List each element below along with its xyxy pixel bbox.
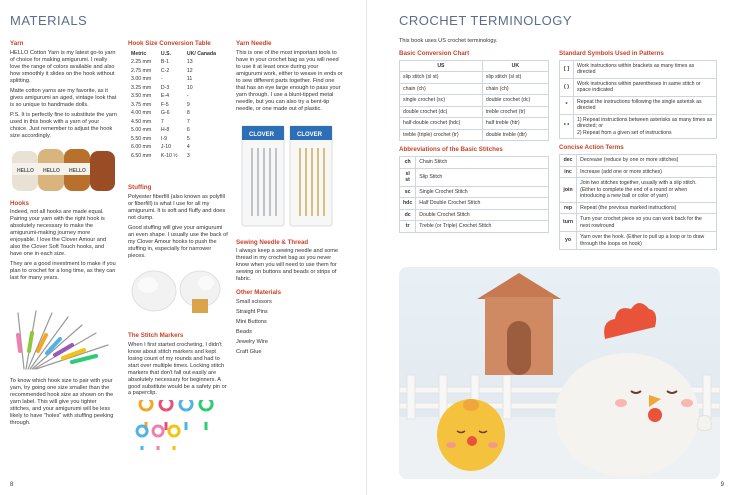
table-row	[560, 202, 717, 214]
list-item: Jewelry Wire	[236, 338, 269, 345]
stitch-markers-illustration	[128, 400, 228, 450]
markers-heading: The Stitch Markers	[128, 331, 184, 339]
table-row	[128, 135, 224, 144]
hook-size-table	[128, 50, 224, 161]
table-cell: [ ]	[560, 60, 574, 78]
symbols-table	[559, 60, 717, 140]
table-row	[128, 84, 224, 93]
table-cell: G-6	[160, 110, 170, 117]
table-row	[400, 106, 549, 118]
symbols-heading: Standard Symbols Used in Patterns	[559, 50, 664, 57]
list-item: Craft Glue	[236, 348, 262, 355]
hooks-heading: Hooks	[10, 199, 29, 207]
table-cell: D-3	[160, 84, 170, 91]
table-cell: 5	[186, 135, 190, 142]
table-row	[128, 101, 224, 110]
table-row	[128, 126, 224, 135]
table-cell: chain (ch)	[482, 83, 548, 95]
table-cell: treble (triple) crochet (tr)	[400, 129, 483, 141]
table-row	[560, 60, 717, 78]
table-cell: Treble (or Triple) Crochet Stitch	[416, 221, 549, 233]
table-cell: dc	[400, 209, 416, 221]
table-row	[400, 186, 549, 198]
table-cell: Repeat (the previous marked instructions)	[577, 202, 717, 214]
table-cell: * *	[560, 114, 574, 139]
yarn-p1: HELLO Cotton Yarn is my latest go-to yarn of choice for making amigurumi. I really love the range of colors available and also how smoothly it slides on the hook without splitting.	[10, 49, 116, 84]
table-cell: F-5	[160, 101, 169, 108]
stuffing-illustration	[128, 263, 228, 315]
table-cell: Increase (add one or more stitches)	[577, 166, 717, 178]
needle-pack-label-2: CLOVER	[297, 131, 323, 138]
table-cell: 5.00 mm	[131, 127, 152, 134]
table-row	[560, 232, 717, 250]
table-cell: 7	[186, 118, 190, 125]
table-cell: *	[560, 96, 574, 114]
table-cell: treble crochet (tr)	[482, 106, 548, 118]
amigurumi-photo	[399, 267, 720, 479]
terminology-title: CROCHET TERMINOLOGY	[399, 13, 572, 28]
table-cell: double treble (dtr)	[482, 129, 548, 141]
table-cell: -	[160, 76, 163, 83]
table-cell: C-2	[160, 67, 170, 74]
needle-p1: This is one of the most important tools to have in your crochet bag as you will need to use it at least once during your amigurumi work, either to weave in ends or to sew different parts together. Find one that has an eye large enough to pass your yarn through. I use a blunt-tipped metal needle, but you can also try a bent-tip needle, or one made out of plastic.	[236, 49, 343, 112]
yarn-needle-packs-illustration	[236, 120, 336, 230]
table-cell: 4	[186, 144, 190, 151]
table-cell: join	[560, 178, 577, 203]
page-number-left: 8	[10, 481, 14, 488]
table-cell: Join two stitches together, usually with a slip stitch. (Either to complete the end of a round or when introducing a new ball or color of yarn)	[577, 178, 717, 203]
table-cell: 1) Repeat instructions between asterisks as many times as directed; or 2) Repeat from a given set of instructions	[574, 114, 717, 139]
needle-pack-label-1: CLOVER	[249, 131, 275, 138]
table-row	[128, 75, 224, 84]
table-cell: 12	[186, 67, 193, 74]
table-cell: E-4	[160, 93, 169, 100]
table-cell: dec	[560, 155, 577, 167]
table-cell: 3.75 mm	[131, 101, 152, 108]
abbreviations-table	[399, 156, 549, 233]
crochet-hooks-illustration	[10, 285, 117, 373]
table-cell: 3	[186, 152, 190, 159]
table-cell: 2.75 mm	[131, 67, 152, 74]
markers-p1: When I first started crocheting, I didn't know about stitch markers and kept losing count of my rounds and had to start over multiple times. Locking stitch markers that don't fall out easily are absolutely necessary for beginners. A good substitute would be a safety pin or a paperclip.	[128, 341, 227, 397]
table-row	[400, 168, 549, 186]
table-cell: B-1	[160, 59, 169, 66]
table-row	[128, 118, 224, 127]
table-cell: 4.00 mm	[131, 110, 152, 117]
table-cell: 2.25 mm	[131, 59, 152, 66]
right-page	[367, 0, 734, 495]
table-row	[400, 118, 549, 130]
concise-terms-table	[559, 154, 717, 250]
table-row	[400, 198, 549, 210]
table-cell: slip stitch (sl st)	[482, 72, 548, 84]
table-cell: hdc	[400, 198, 416, 210]
skein-label-2: HELLO	[43, 167, 60, 174]
table-cell: half treble (htr)	[482, 118, 548, 130]
table-row	[560, 178, 717, 203]
table-cell: Double Crochet Stitch	[416, 209, 549, 221]
table-cell: Slip Stitch	[416, 168, 549, 186]
table-cell: Repeat the instructions following the single asterisk as directed	[574, 96, 717, 114]
table-cell: single crochet (sc)	[400, 95, 483, 107]
table-cell: Work instructions within parentheses in same stitch or space indicated	[574, 78, 717, 96]
skein-label-3: HELLO	[69, 167, 86, 174]
yarn-p3: P.S. It is perfectly fine to substitute the yarn used in this book with a yarn of your choice. Just remember to adjust the hook size accordingly.	[10, 111, 117, 139]
table-cell: 9	[186, 101, 190, 108]
skein-label-1: HELLO	[17, 167, 34, 174]
abbrev-heading: Abbreviations of the Basic Stitches	[399, 146, 503, 154]
table-row	[128, 67, 224, 76]
table-cell: turn	[560, 214, 577, 232]
yarn-heading: Yarn	[10, 40, 24, 47]
table-cell: -	[186, 93, 189, 100]
table-row	[400, 72, 549, 84]
table-cell: 3.00 mm	[131, 76, 152, 83]
table-cell: 6	[186, 127, 190, 134]
list-item: Small scissors	[236, 299, 272, 306]
concise-heading: Concise Action Terms	[559, 144, 624, 152]
table-cell: tr	[400, 221, 416, 233]
table-row	[128, 109, 224, 118]
list-item: Straight Pins	[236, 309, 268, 315]
column-1	[10, 40, 117, 430]
table-cell: 3.25 mm	[131, 84, 152, 91]
table-cell: Chain Stitch	[416, 157, 549, 169]
yarn-p2: Matte cotton yarns are my favorite, as it gives amigurumi an aged, vintage look that is so unique to handmade dolls.	[10, 87, 117, 108]
table-cell: Yarn over the hook. (Either to pull up a loop or to draw through the loops on hook)	[577, 232, 717, 250]
stuffing-p1: Polyester fiberfill (also known as polyfill or fiberfill) is what I use for all my amigurumi. It is soft and fluffy and does not clump.	[128, 194, 226, 221]
table-row	[400, 209, 549, 221]
basic-chart-heading: Basic Conversion Chart	[399, 50, 470, 57]
table-cell: K-10 ½	[160, 152, 178, 159]
table-row	[560, 114, 717, 139]
page-number-right: 9	[720, 481, 724, 488]
yarn-skeins-illustration	[10, 143, 117, 193]
table-row	[400, 221, 549, 233]
other-heading: Other Materials	[236, 289, 282, 297]
basic-conversion-table	[399, 60, 549, 142]
table-cell: Half Double Crochet Stitch	[416, 198, 549, 210]
table-cell: chain (ch)	[400, 83, 483, 95]
other-materials-list	[236, 299, 344, 356]
table-cell: 6.00 mm	[131, 144, 152, 151]
terminology-right-column	[559, 50, 719, 250]
table-cell: I-9	[160, 135, 167, 142]
table-row	[128, 143, 224, 152]
table-cell: J-10	[160, 144, 171, 151]
table-cell: 3.50 mm	[131, 93, 152, 100]
table-row	[560, 78, 717, 96]
table-cell: 8	[186, 110, 190, 117]
stuffing-p2: Good stuffing will give your amigurumi an even shape. I usually use the back of my Clover Amour hooks to push the stuffing in, especially for narrower pieces.	[128, 224, 228, 259]
table-cell: Work instructions within brackets as many times as directed	[574, 60, 717, 78]
table-cell: 6.50 mm	[131, 152, 152, 159]
list-item: Beads	[236, 328, 252, 335]
table-cell: rep	[560, 202, 577, 214]
table-row	[400, 95, 549, 107]
table-row	[128, 152, 224, 161]
terminology-left-column	[399, 50, 551, 233]
hooks-p2: They are a good investment to make if you plan to crochet for a long time, as they can last for many years.	[10, 261, 116, 282]
table-cell: H-8	[160, 127, 170, 134]
table-cell: yo	[560, 232, 577, 250]
list-item: Mini Buttons	[236, 318, 267, 325]
table-cell: Decrease (reduce by one or more stitches)	[577, 155, 717, 167]
table-row	[400, 129, 549, 141]
table-cell: 4.50 mm	[131, 118, 152, 125]
hook-col-uk: UK/ Canada	[186, 50, 216, 57]
table-cell: 10	[186, 84, 193, 91]
table-row	[560, 96, 717, 114]
table-row	[400, 83, 549, 95]
table-cell: Turn your crochet piece so you can work back for the next row/round	[577, 214, 717, 232]
stuffing-heading: Stuffing	[128, 184, 152, 192]
hook-col-metric: Metric	[131, 50, 147, 57]
table-row	[560, 214, 717, 232]
table-row	[128, 92, 224, 101]
sewing-p1: I always keep a sewing needle and some thread in my crochet bag as you never know when you will need to use them for sewing on buttons and beads or strips of fabric.	[236, 248, 338, 283]
table-cell: slip stitch (sl st)	[400, 72, 483, 84]
hooks-p3: To know which hook size to pair with your yarn, try going one size smaller than the recommended hook size as shown on the yarn label. This will give you tighter stitches, and your amigurumi will be less likely to have "holes" with stuffing peeking through.	[10, 378, 114, 427]
hook-table-heading: Hook Size Conversion Table	[128, 40, 211, 47]
table-cell: sl st	[400, 168, 416, 186]
materials-title: MATERIALS	[10, 13, 88, 28]
table-row	[560, 166, 717, 178]
table-cell: inc	[560, 166, 577, 178]
table-cell: half-double crochet (hdc)	[400, 118, 483, 130]
terminology-intro: This book uses US crochet terminology.	[399, 38, 498, 44]
table-cell: Single Crochet Stitch	[416, 186, 549, 198]
table-cell: ch	[400, 157, 416, 169]
table-cell: double crochet (dc)	[400, 106, 483, 118]
table-cell: double crochet (dc)	[482, 95, 548, 107]
column-3	[236, 40, 344, 359]
needle-heading: Yarn Needle	[236, 40, 272, 47]
table-cell: 7	[160, 118, 164, 125]
table-cell: ( )	[560, 78, 574, 96]
table-cell: 11	[186, 76, 193, 83]
table-row	[560, 155, 717, 167]
basic-col-us: US	[400, 60, 483, 72]
basic-col-uk: UK	[482, 60, 548, 72]
hooks-p1: Indeed, not all hooks are made equal. Pairing your yarn with the right hook is absolutely necessary to make the amigurumi-making journey more enjoyable. I love the Clover Amour and also the Clover Soft Touch hooks, and have one in each size.	[10, 209, 107, 258]
column-2	[128, 40, 228, 453]
table-cell: 5.50 mm	[131, 135, 152, 142]
table-cell: 13	[186, 59, 193, 66]
sewing-heading: Sewing Needle & Thread	[236, 238, 309, 246]
hook-col-us: U.S.	[160, 50, 171, 57]
table-cell: sc	[400, 186, 416, 198]
table-row	[128, 58, 224, 67]
table-row	[400, 157, 549, 169]
